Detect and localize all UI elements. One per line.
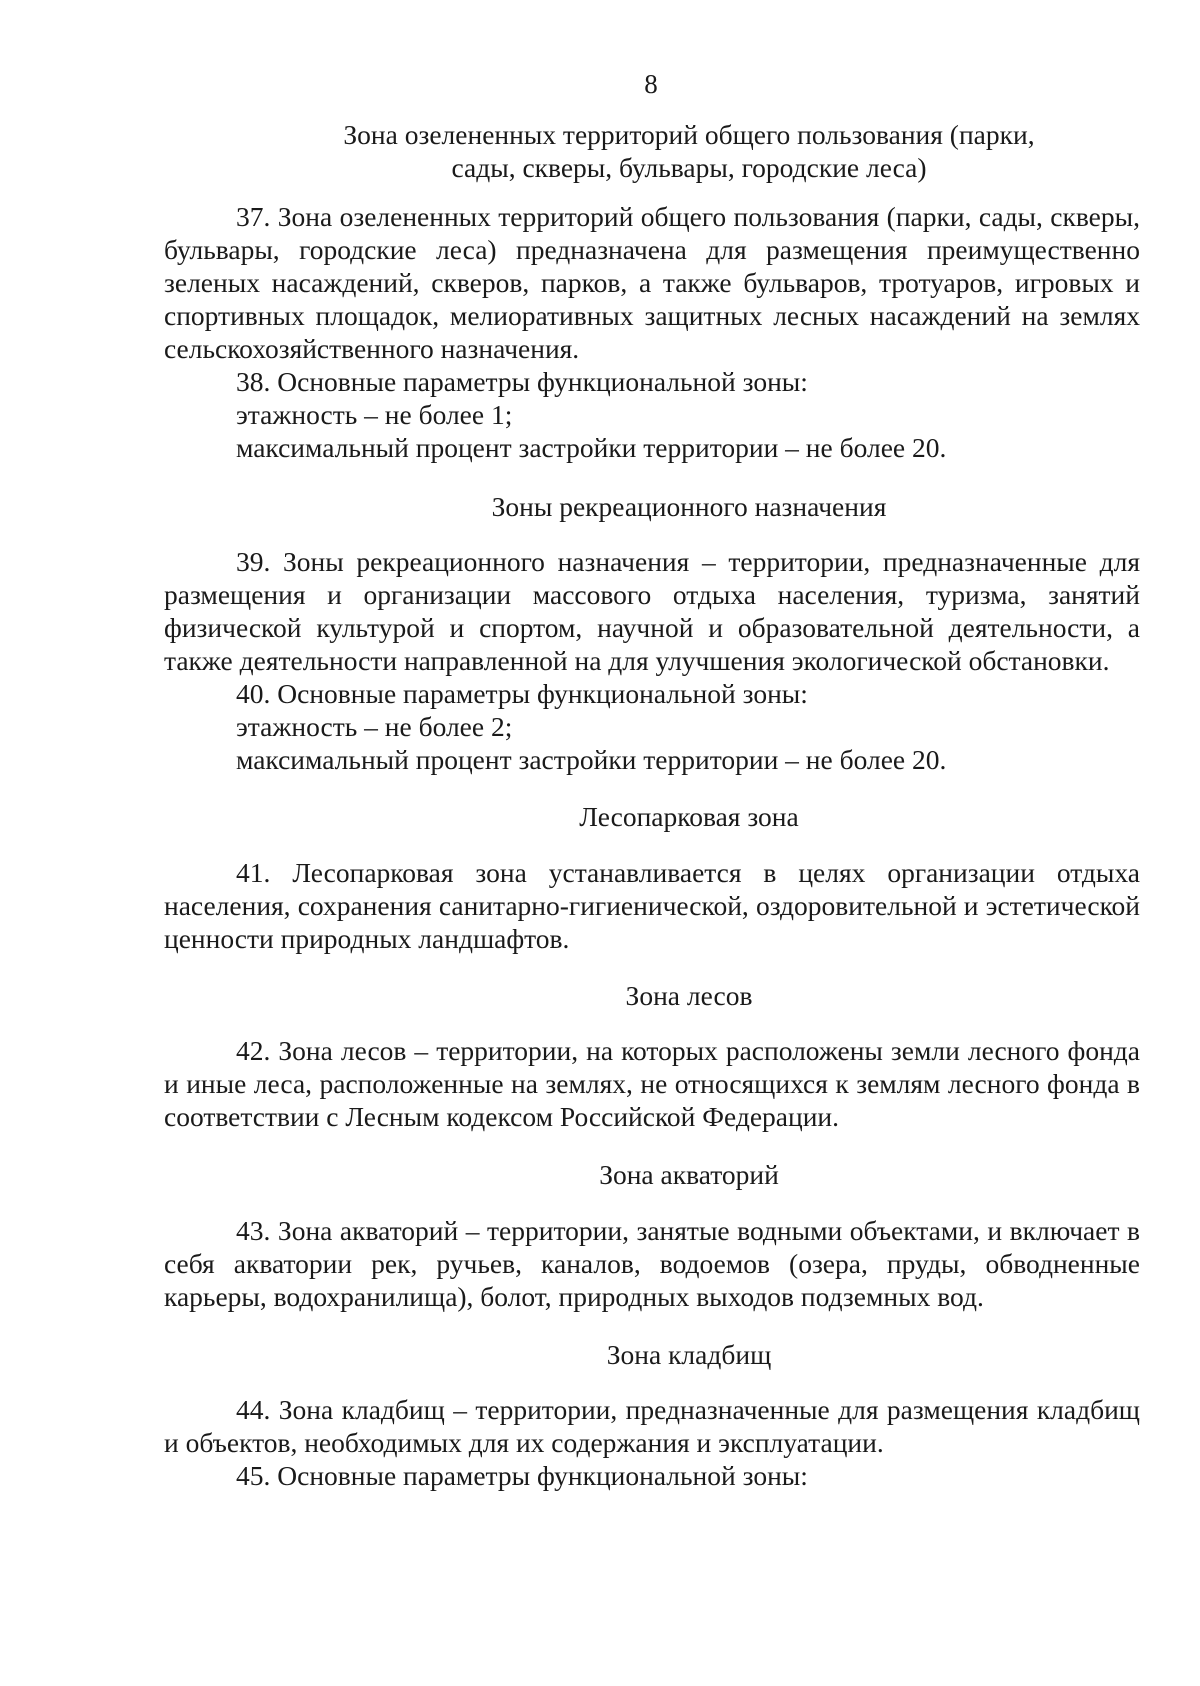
section-heading-forests: Зона лесов [625, 980, 753, 1011]
paragraph-38: 38. Основные параметры функциональной зоны: [236, 366, 808, 397]
section-heading-forest-park: Лесопарковая зона [579, 801, 799, 832]
section-heading-green-territories [164, 118, 1140, 184]
paragraph-42: 42. Зона лесов – территории, на которых расположены земли лесного фонда и иные леса, расположенные на землях, не относящихся к землям лесного фонда в соответствии с Лесным кодексом Российской Федерации. [164, 1035, 1140, 1132]
section-heading-line: Зона озелененных территорий общего пользования (парки, [343, 119, 1035, 150]
parameter-floors-38: этажность – не более 1; [236, 399, 513, 430]
parameter-percent-38: максимальный процент застройки территории – не более 20. [236, 432, 947, 463]
section-heading-line: сады, скверы, бульвары, городские леса) [451, 152, 927, 183]
paragraph-39: 39. Зоны рекреационного назначения – территории, предназначенные для размещения и организации массового отдыха населения, туризма, занятий физической культурой и спортом, научной и образовательной деятельности, а также деятельности направленной на для улучшения экологической обстановки. [164, 546, 1140, 676]
paragraph-41: 41. Лесопарковая зона устанавливается в целях организации отдыха населения, сохранения санитарно-гигиенической, оздоровительной и эстетической ценности природных ландшафтов. [164, 857, 1140, 954]
parameter-percent-40: максимальный процент застройки территории – не более 20. [236, 744, 947, 775]
paragraph-45: 45. Основные параметры функциональной зоны: [236, 1460, 808, 1491]
paragraph-37: 37. Зона озелененных территорий общего пользования (парки, сады, скверы, бульвары, городские леса) предназначена для размещения преимущественно зеленых насаждений, скверов, парков, а также бульваров, тротуаров, игровых и спортивных площадок, мелиоративных защитных лесных насаждений на землях сельскохозяйственного назначения. [164, 201, 1140, 364]
paragraph-43: 43. Зона акваторий – территории, занятые водными объектами, и включает в себя акватории рек, ручьев, каналов, водоемов (озера, пруды, обводненные карьеры, водохранилища), болот, природных выходов подземных вод. [164, 1215, 1140, 1312]
section-heading-water-areas: Зона акваторий [599, 1159, 779, 1190]
paragraph-40: 40. Основные параметры функциональной зоны: [236, 678, 808, 709]
parameter-floors-40: этажность – не более 2; [236, 711, 513, 742]
section-heading-cemeteries: Зона кладбищ [606, 1339, 772, 1370]
section-heading-recreation: Зоны рекреационного назначения [491, 491, 887, 522]
paragraph-44: 44. Зона кладбищ – территории, предназначенные для размещения кладбищ и объектов, необходимых для их содержания и эксплуатации. [164, 1394, 1140, 1458]
page-number: 8 [644, 69, 658, 99]
